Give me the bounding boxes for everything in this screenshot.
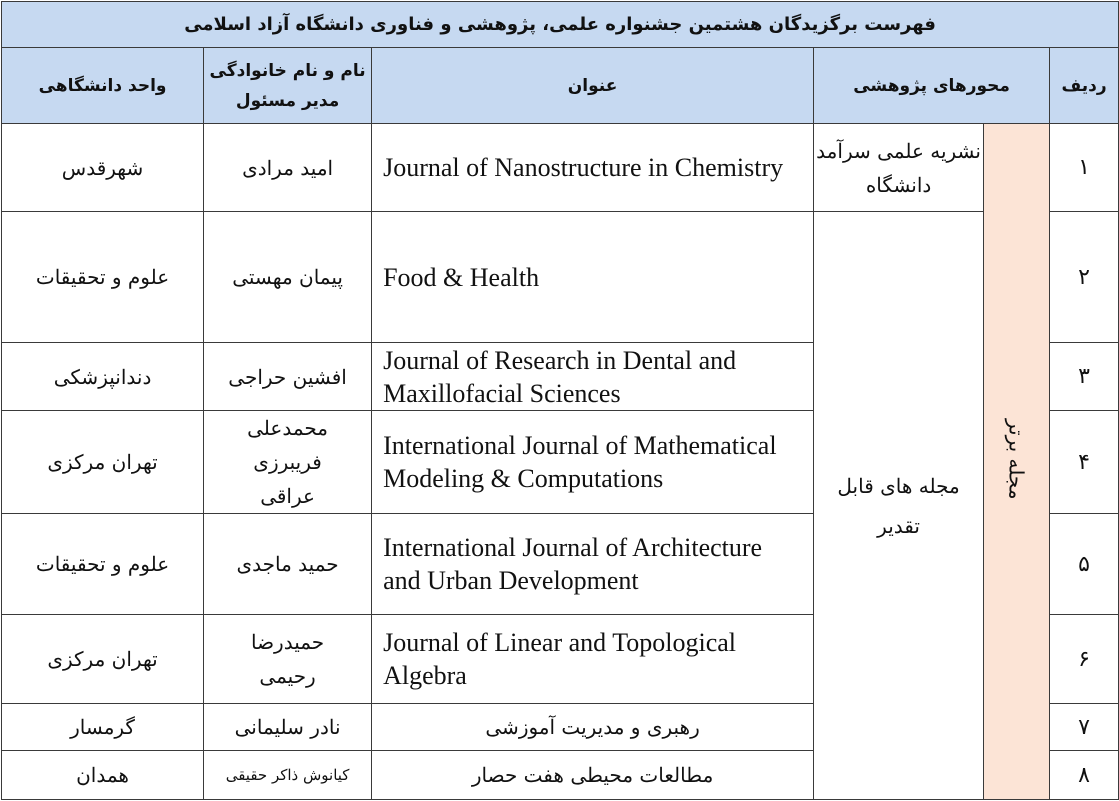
university-unit: علوم و تحقیقات <box>2 514 204 615</box>
university-unit: تهران مرکزی <box>2 411 204 514</box>
header-row-number: ردیف <box>1050 48 1119 124</box>
row-number: ۶ <box>1050 615 1119 704</box>
row-number: ۷ <box>1050 704 1119 751</box>
winners-table <box>1 1 1119 800</box>
university-unit: علوم و تحقیقات <box>2 212 204 343</box>
manager-name: امید مرادی <box>204 124 372 212</box>
university-unit: تهران مرکزی <box>2 615 204 704</box>
manager-name: پیمان مهستی <box>204 212 372 343</box>
journal-title: International Journal of Mathematical Modeling & Computations <box>372 411 814 514</box>
header-university-unit: واحد دانشگاهی <box>2 48 204 124</box>
header-research-axes: محورهای پژوهشی <box>814 48 1050 124</box>
row-number: ۲ <box>1050 212 1119 343</box>
table-row <box>2 212 1119 343</box>
university-unit: دندانپزشکی <box>2 343 204 411</box>
manager-name: محمدعلی فریبرزی عراقی <box>204 411 372 514</box>
journal-title: Journal of Nanostructure in Chemistry <box>372 124 814 212</box>
row-number: ۴ <box>1050 411 1119 514</box>
row-number: ۵ <box>1050 514 1119 615</box>
journal-title: Journal of Linear and Topological Algebra <box>372 615 814 704</box>
journal-title: مطالعات محیطی هفت حصار <box>372 751 814 800</box>
category-cell <box>984 124 1050 800</box>
row-number: ۳ <box>1050 343 1119 411</box>
university-unit: همدان <box>2 751 204 800</box>
row-number: ۸ <box>1050 751 1119 800</box>
manager-name: افشین حراجی <box>204 343 372 411</box>
manager-name: نادر سلیمانی <box>204 704 372 751</box>
table-title: فهرست برگزیدگان هشتمین جشنواره علمی، پژوهشی و فناوری دانشگاه آزاد اسلامی <box>2 2 1119 48</box>
journal-title: رهبری و مدیریت آموزشی <box>372 704 814 751</box>
journal-title: Journal of Research in Dental and Maxillofacial Sciences <box>372 343 814 411</box>
journal-title: Food & Health <box>372 212 814 343</box>
category-label: مجله برتر <box>1004 419 1029 500</box>
manager-name: کیانوش ذاکر حقیقی <box>204 751 372 800</box>
manager-name: حمیدرضا رحیمی <box>204 615 372 704</box>
university-unit: شهرقدس <box>2 124 204 212</box>
manager-name: حمید ماجدی <box>204 514 372 615</box>
university-unit: گرمسار <box>2 704 204 751</box>
row-number: ۱ <box>1050 124 1119 212</box>
header-title: عنوان <box>372 48 814 124</box>
header-manager: نام و نام خانوادگی مدیر مسئول <box>204 48 372 124</box>
journal-title: International Journal of Architecture and Urban Development <box>372 514 814 615</box>
subcategory-commended: مجله های قابل تقدیر <box>814 212 984 800</box>
table-row <box>2 124 1119 212</box>
subcategory-top-journal: نشریه علمی سرآمد دانشگاه <box>814 124 984 212</box>
